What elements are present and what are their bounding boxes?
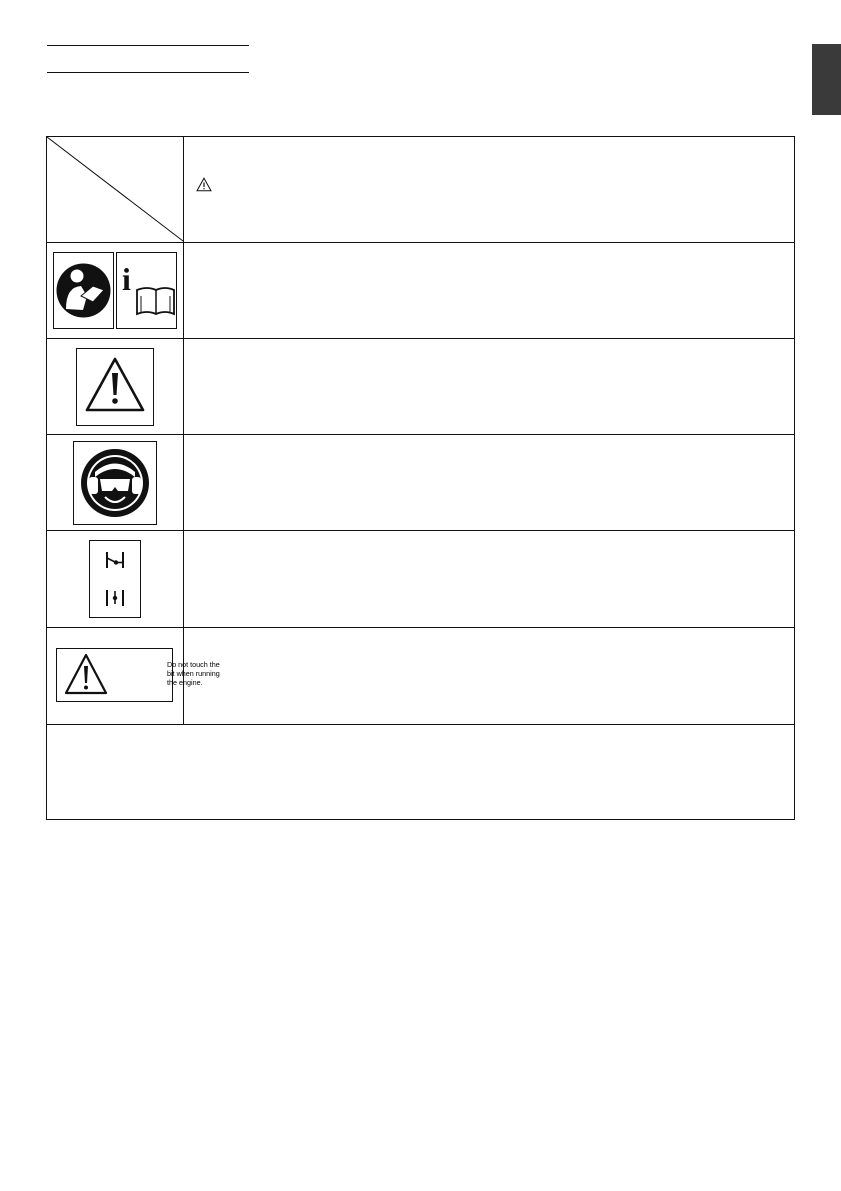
read-manual-description <box>184 243 794 338</box>
table-row-choke <box>47 531 183 627</box>
read-manual-icons <box>53 252 177 330</box>
heading-rule-bottom <box>47 72 249 73</box>
header-diagonal-line <box>47 137 184 242</box>
table-row-warning <box>47 339 183 434</box>
heading-rule-top <box>47 45 249 46</box>
caution-label-icon <box>56 648 174 703</box>
symbol-table <box>46 136 795 820</box>
header-description-cell <box>184 137 794 242</box>
eye-ear-protection-icon <box>73 441 157 525</box>
choke-description <box>184 531 794 627</box>
caution-label-line-2: bit when running <box>167 669 220 678</box>
section-side-tab <box>812 44 841 115</box>
choke-lever-icon <box>89 540 141 618</box>
warning-description <box>184 339 794 434</box>
warning-triangle-small-icon <box>196 177 212 192</box>
caution-label-line-3: the engine. <box>167 678 203 687</box>
table-row-read-manual <box>47 243 183 338</box>
caution-label-line-1: Do not touch the <box>167 660 220 669</box>
caution-label-description <box>184 628 794 724</box>
svg-text:i: i <box>122 260 131 297</box>
table-row-protection <box>47 435 183 530</box>
protection-description <box>184 435 794 530</box>
caution-label-text <box>167 660 220 687</box>
warning-triangle-icon <box>76 348 154 426</box>
table-footer-text <box>47 725 794 819</box>
